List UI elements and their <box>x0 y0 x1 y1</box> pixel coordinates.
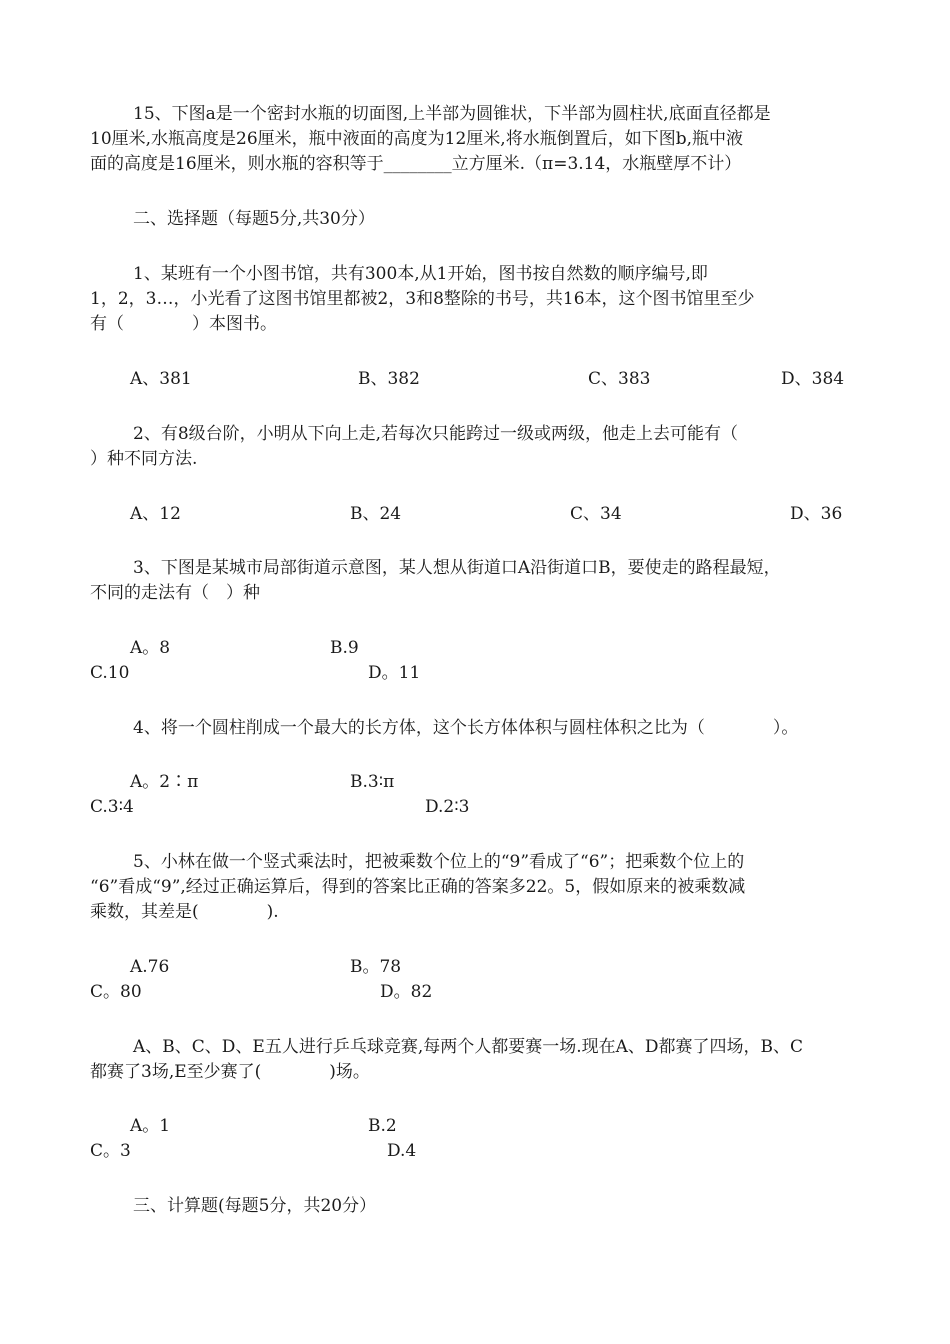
q2-line-1: 2、有8级台阶，小明从下向上走,若每次只能跨过一级或两级，他走上去可能有（ <box>133 424 739 444</box>
q3-option-d: D。11 <box>368 663 421 683</box>
q1-option-c: C、383 <box>588 369 651 389</box>
section-3-title: 三、计算题(每题5分，共20分） <box>133 1196 377 1216</box>
q5-line-2: “6”看成“9”,经过正确运算后，得到的答案比正确的答案多22。5，假如原来的被乘数减 <box>90 877 746 897</box>
q15-line-3: 面的高度是16厘米，则水瓶的容积等于________立方厘米.（π=3.14，水瓶壁厚不计） <box>90 154 742 174</box>
q6-line-2: 都赛了3场,E至少赛了( )场。 <box>90 1062 370 1082</box>
q6-option-c: C。3 <box>90 1141 131 1161</box>
q5-line-1: 5、小林在做一个竖式乘法时，把被乘数个位上的“9”看成了“6”；把乘数个位上的 <box>133 852 745 872</box>
q5-option-b: B。78 <box>350 957 402 977</box>
q3-line-1: 3、下图是某城市局部街道示意图，某人想从街道口A沿街道口B，要使走的路程最短， <box>133 558 781 578</box>
q2-option-c: C、34 <box>570 504 622 524</box>
q6-option-d: D.4 <box>387 1141 417 1161</box>
q2-option-d: D、36 <box>790 504 843 524</box>
q4-option-d: D.2∶3 <box>425 797 470 817</box>
q6-line-1: A、B、C、D、E五人进行乒乓球竞赛,每两个人都要赛一场.现在A、D都赛了四场，B、C <box>133 1037 804 1057</box>
q3-line-2: 不同的走法有（ ）种 <box>90 583 260 603</box>
section-2-title: 二、选择题（每题5分,共30分） <box>133 209 375 229</box>
q4-option-b: B.3∶π <box>350 772 395 792</box>
q1-option-d: D、384 <box>781 369 845 389</box>
q3-option-a: A。8 <box>130 638 171 658</box>
q3-option-b: B.9 <box>330 638 359 658</box>
q5-option-c: C。80 <box>90 982 142 1002</box>
q5-option-d: D。82 <box>380 982 433 1002</box>
q15-line-2: 10厘米,水瓶高度是26厘米，瓶中液面的高度为12厘米,将水瓶倒置后，如下图b,瓶中液 <box>90 129 743 149</box>
q4-option-a: A。2∶π <box>130 772 199 792</box>
q5-line-3: 乘数，其差是( ). <box>90 902 279 922</box>
q1-line-1: 1、某班有一个小图书馆，共有300本,从1开始，图书按自然数的顺序编号,即 <box>133 264 708 284</box>
q5-option-a: A.76 <box>130 957 170 977</box>
q4-option-c: C.3∶4 <box>90 797 134 817</box>
q2-option-a: A、12 <box>130 504 181 524</box>
q2-option-b: B、24 <box>350 504 402 524</box>
q6-option-a: A。1 <box>130 1116 171 1136</box>
q1-line-3: 有（ ）本图书。 <box>90 314 277 334</box>
q1-line-2: 1，2，3…，小光看了这图书馆里都被2，3和8整除的书号，共16本，这个图书馆里至少 <box>90 289 755 309</box>
q2-line-2: ）种不同方法. <box>90 449 198 469</box>
q1-option-a: A、381 <box>130 369 192 389</box>
q1-option-b: B、382 <box>358 369 420 389</box>
q4-line-1: 4、将一个圆柱削成一个最大的长方体，这个长方体体积与圆柱体积之比为（ ）。 <box>133 718 799 738</box>
q15-line-1: 15、下图a是一个密封水瓶的切面图,上半部为圆锥状，下半部为圆柱状,底面直径都是 <box>133 104 771 124</box>
q6-option-b: B.2 <box>368 1116 397 1136</box>
q3-option-c: C.10 <box>90 663 130 683</box>
